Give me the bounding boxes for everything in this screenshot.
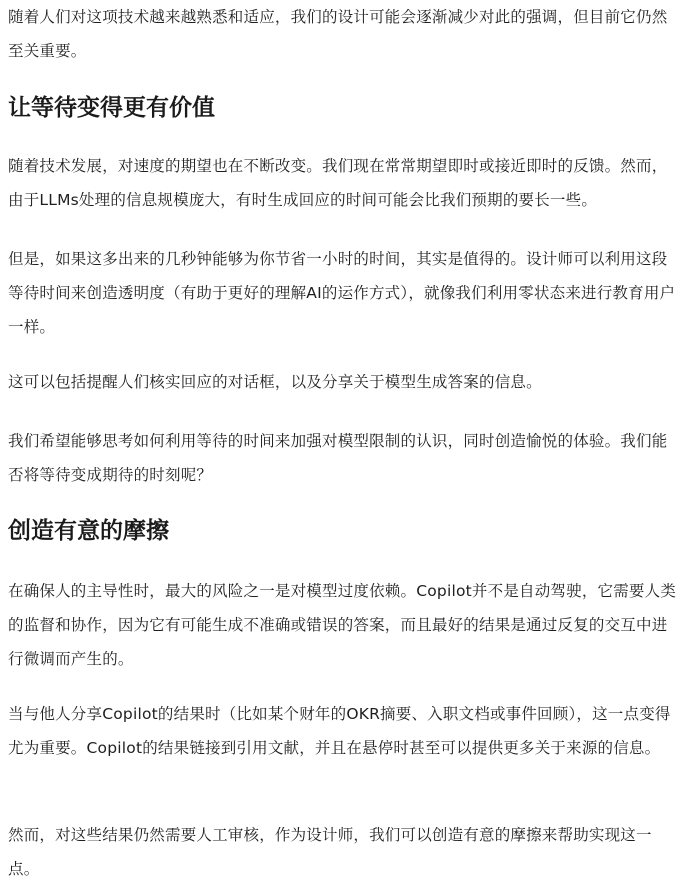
section2-paragraph-3: 然而，对这些结果仍然需要人工审核，作为设计师，我们可以创造有意的摩擦来帮助实现这一点。 [8,826,652,878]
intro-paragraph: 随着人们对这项技术越来越熟悉和适应，我们的设计可能会逐渐减少对此的强调，但目前它仍然至关重要。 [8,8,668,60]
section-heading-waiting: 让等待变得更有价值 [8,95,215,121]
section2-paragraph-2: 当与他人分享Copilot的结果时（比如某个财年的OKR摘要、入职文档或事件回顾），这一点变得尤为重要。Copilot的结果链接到引用文献，并且在悬停时甚至可以提供更多关于来源的信息。 [8,705,671,757]
section1-paragraph-2: 但是，如果这多出来的几秒钟能够为你节省一小时的时间，其实是值得的。设计师可以利用这段等待时间来创造透明度（有助于更好的理解AI的运作方式），就像我们利用零状态来进行教育用户一样。 [8,250,676,336]
section1-paragraph-1: 随着技术发展，对速度的期望也在不断改变。我们现在常常期望即时或接近即时的反馈。然而，由于LLMs处理的信息规模庞大，有时生成回应的时间可能会比我们预期的要长一些。 [8,157,668,209]
section1-paragraph-3: 这可以包括提醒人们核实回应的对话框，以及分享关于模型生成答案的信息。 [8,373,542,391]
section-heading-friction: 创造有意的摩擦 [8,518,169,544]
section1-paragraph-4: 我们希望能够思考如何利用等待的时间来加强对模型限制的认识，同时创造愉悦的体验。我们能否将等待变成期待的时刻呢？ [8,432,668,484]
section2-paragraph-1: 在确保人的主导性时，最大的风险之一是对模型过度依赖。Copilot并不是自动驾驶，它需要人类的监督和协作，因为它有可能生成不准确或错误的答案，而且最好的结果是通过反复的交互中进行微调而产生的。 [8,582,677,668]
